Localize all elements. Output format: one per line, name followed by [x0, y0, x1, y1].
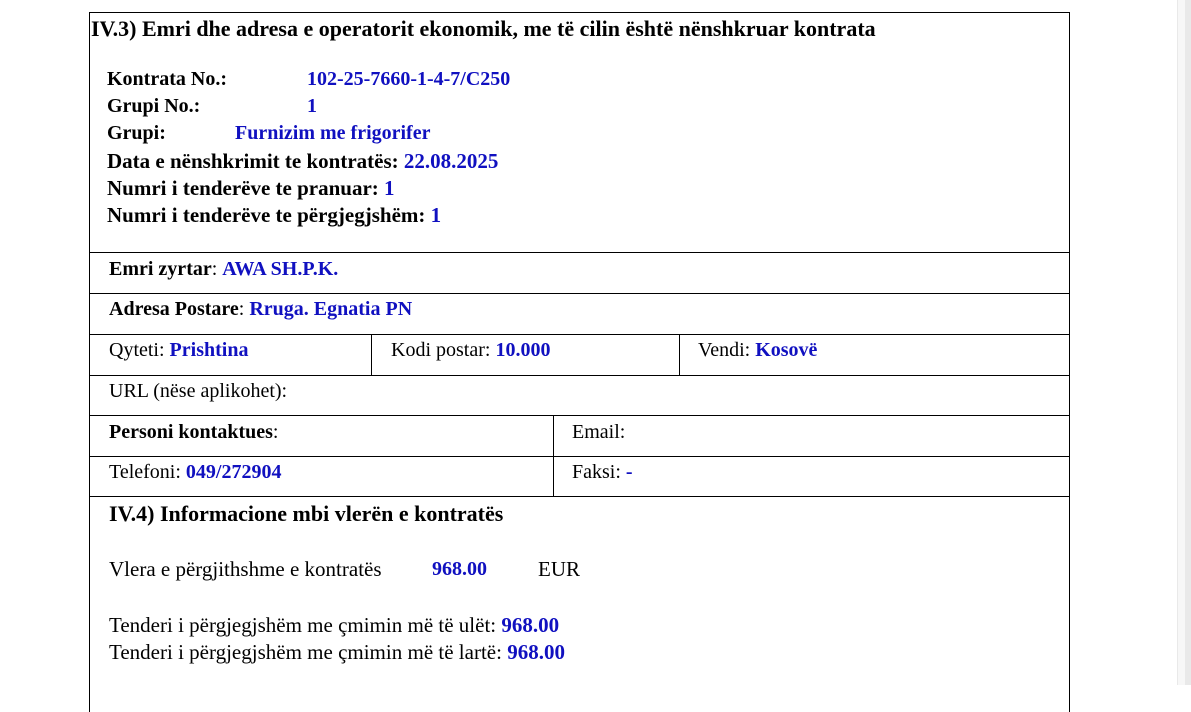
tenders-received-label: Numri i tenderëve te pranuar: 1 — [107, 176, 395, 200]
divider — [90, 293, 1069, 294]
city-value: Prishtina — [169, 339, 249, 361]
group-label: Grupi: — [107, 122, 166, 144]
phone-row: Telefoni: 049/272904 — [109, 461, 282, 483]
postal-code-row: Kodi postar: 10.000 — [391, 339, 551, 361]
total-value-label: Vlera e përgjithshme e kontratës — [109, 557, 382, 581]
section-iv3-title: IV.3) Emri dhe adresa e operatorit ekonomik, me të cilin është nënshkruar kontrata — [91, 16, 876, 41]
divider — [679, 334, 680, 376]
highest-price-value: 968.00 — [507, 640, 565, 664]
tenders-responsive-label: Numri i tenderëve te përgjegjshëm: 1 — [107, 203, 442, 227]
divider — [90, 334, 1069, 335]
city-row: Qyteti: Prishtina — [109, 339, 249, 361]
contract-award-document — [89, 12, 1070, 712]
official-name-value: AWA SH.P.K. — [222, 258, 339, 280]
postal-code-value: 10.000 — [495, 339, 551, 361]
divider — [90, 415, 1069, 416]
section-iv4-title: IV.4) Informacione mbi vlerën e kontratës — [109, 501, 504, 526]
country-row: Vendi: Kosovë — [698, 339, 818, 361]
contact-person-row: Personi kontaktues: — [109, 421, 279, 443]
group-value: Furnizim me frigorifer — [235, 122, 431, 144]
contract-no-value: 102-25-7660-1-4-7/C250 — [307, 68, 511, 90]
contract-no-label: Kontrata No.: — [107, 68, 227, 90]
group-no-value: 1 — [307, 95, 317, 117]
divider — [90, 375, 1069, 376]
postal-address-row: Adresa Postare: Rruga. Egnatia PN — [109, 298, 413, 320]
group-no-label: Grupi No.: — [107, 95, 201, 117]
postal-address-value: Rruga. Egnatia PN — [249, 298, 413, 320]
lowest-price-value: 968.00 — [501, 613, 560, 637]
official-name-row: Emri zyrtar: AWA SH.P.K. — [109, 258, 339, 280]
currency: EUR — [538, 557, 580, 581]
fax-row: Faksi: - — [572, 461, 633, 483]
divider — [90, 496, 1069, 497]
lowest-price-row: Tenderi i përgjegjshëm me çmimin më të ulët: 968.00 — [109, 613, 560, 637]
tenders-received-value: 1 — [384, 176, 395, 200]
url-label: URL (nëse aplikohet): — [109, 380, 288, 402]
country-value: Kosovë — [755, 339, 818, 361]
tenders-responsive-value: 1 — [430, 203, 442, 227]
divider — [90, 456, 1069, 457]
total-value: 968.00 — [432, 558, 487, 580]
vertical-scrollbar[interactable] — [1177, 0, 1191, 685]
scrollbar-track[interactable] — [1178, 0, 1185, 685]
fax-value: - — [625, 461, 633, 483]
phone-value: 049/272904 — [185, 461, 282, 483]
email-label: Email: — [572, 421, 626, 443]
divider — [371, 334, 372, 376]
divider — [90, 252, 1069, 253]
sign-date-value: 22.08.2025 — [403, 149, 499, 173]
highest-price-row: Tenderi i përgjegjshëm me çmimin më të lartë: 968.00 — [109, 640, 565, 664]
sign-date-label: Data e nënshkrimit te kontratës: 22.08.2025 — [107, 149, 499, 173]
